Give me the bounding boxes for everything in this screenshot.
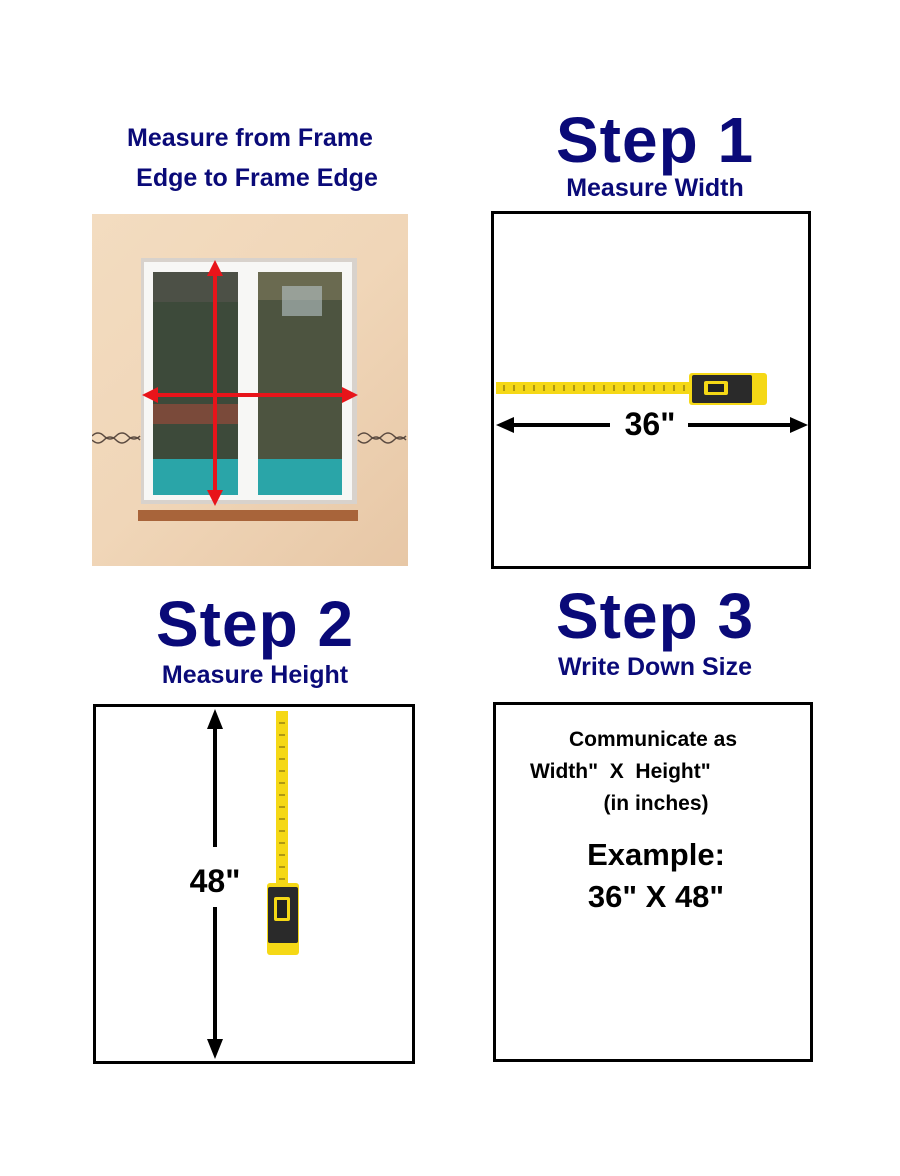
window-illustration-icon	[92, 214, 408, 566]
height-measurement: 48"	[189, 863, 241, 899]
vertical-tape-measure-icon	[262, 709, 302, 959]
horizontal-tape-measure-icon	[494, 369, 808, 409]
format-line: Width" X Height"	[530, 760, 711, 783]
example-value: 36" X 48"	[587, 879, 725, 914]
step3-box	[493, 702, 813, 1062]
intro-heading-line2: Edge to Frame Edge	[136, 164, 378, 192]
window-photo	[92, 214, 408, 566]
step1-subtitle: Measure Width	[566, 174, 744, 202]
step1-box	[491, 211, 811, 569]
intro-heading	[70, 118, 430, 198]
example-label: Example:	[587, 837, 725, 872]
step3-subtitle: Write Down Size	[557, 653, 752, 681]
communicate-line: Communicate as	[568, 728, 738, 751]
step2-box	[93, 704, 415, 1064]
step1-title: Step 1	[555, 104, 755, 176]
intro-heading-line1: Measure from Frame	[127, 124, 373, 152]
units-line: (in inches)	[603, 792, 709, 815]
step2-title: Step 2	[155, 588, 355, 660]
step3-title: Step 3	[555, 580, 755, 652]
step2-subtitle: Measure Height	[161, 661, 349, 689]
width-measurement: 36"	[624, 406, 676, 442]
